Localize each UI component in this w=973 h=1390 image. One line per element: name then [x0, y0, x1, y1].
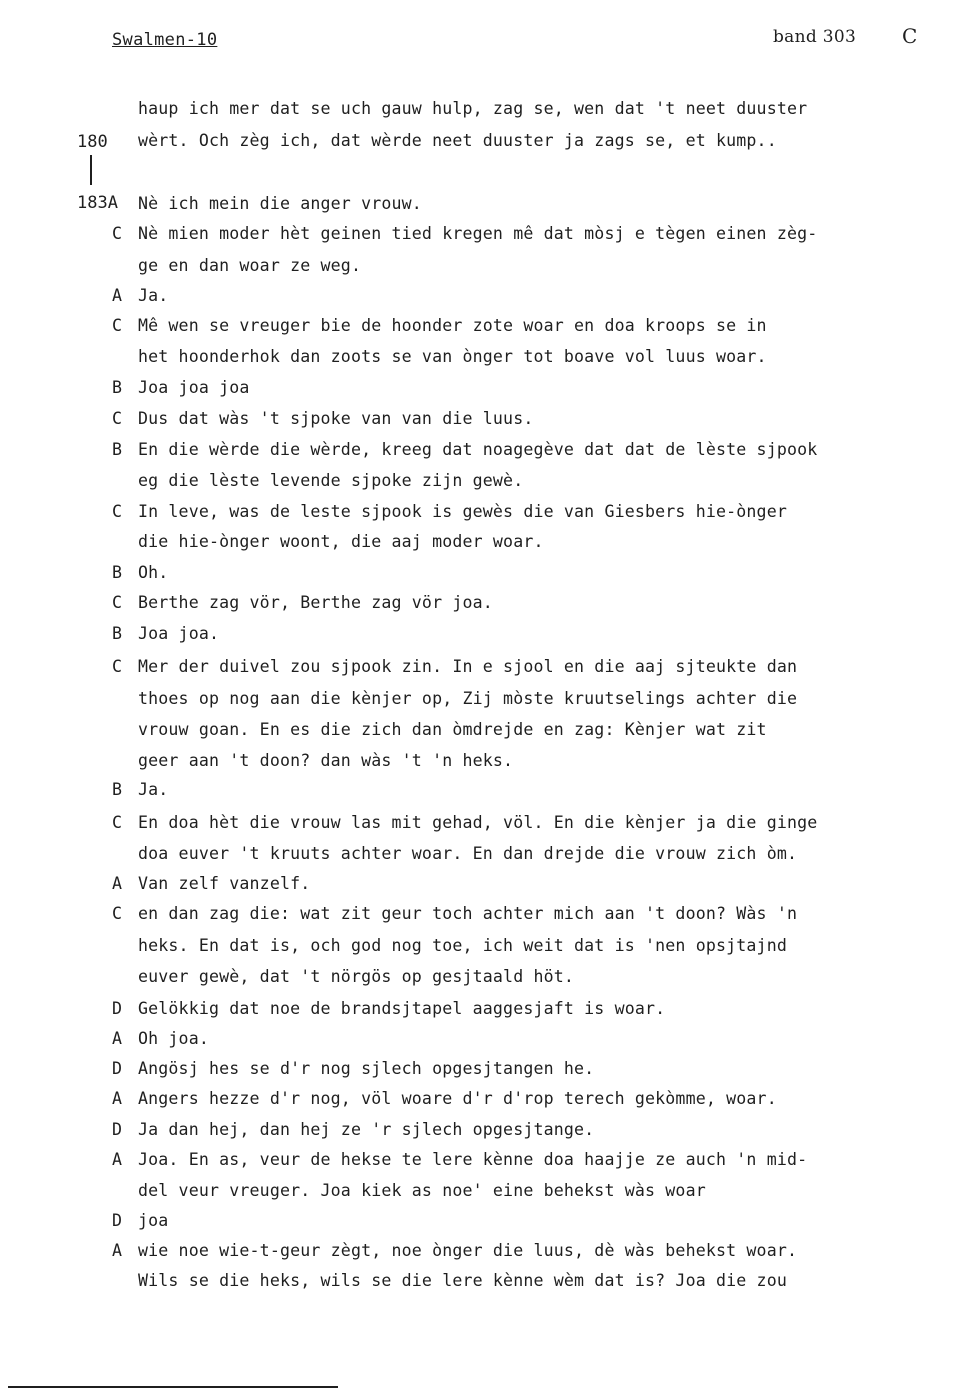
speaker-label: B	[112, 378, 123, 397]
line-text: Ja dan hej, dan hej ze 'r sjlech opgesjtange.	[138, 1120, 595, 1139]
line-text: en dan zag die: wat zit geur toch achter mich aan 't doon? Wàs 'n	[138, 904, 798, 923]
page-title: Swalmen-10	[112, 30, 218, 50]
line-text: Nè ich mein die anger vrouw.	[138, 194, 422, 213]
line-text: haup ich mer dat se uch gauw hulp, zag se, wen dat 't neet duuster	[138, 99, 808, 118]
speaker-label: A	[112, 1089, 123, 1108]
speaker-label: C	[112, 316, 123, 335]
line-text: Joa. En as, veur de hekse te lere kènne doa haajje ze auch 'n mid-	[138, 1150, 808, 1169]
line-text: thoes op nog aan die kènjer op, Zij mòste kruutselings achter die	[138, 689, 798, 708]
line-text: In leve, was de leste sjpook is gewès die van Giesbers hie-ònger	[138, 502, 787, 521]
speaker-label: B	[112, 780, 123, 799]
margin-ref-183a: 183A	[77, 193, 118, 213]
line-text: geer aan 't doon? dan wàs 't 'n heks.	[138, 751, 514, 770]
margin-ref-180: 180	[77, 132, 108, 152]
speaker-label: B	[112, 624, 123, 643]
speaker-label: C	[112, 502, 123, 521]
line-text: Mê wen se vreuger bie de hoonder zote woar en doa kroops se in	[138, 316, 767, 335]
line-text: ge en dan woar ze weg.	[138, 256, 362, 275]
speaker-label: D	[112, 1211, 123, 1230]
footer-rule	[8, 1386, 338, 1388]
line-text: Oh.	[138, 563, 169, 582]
band-mark: C	[902, 24, 918, 48]
line-text: doa euver 't kruuts achter woar. En dan drejde die vrouw zich òm.	[138, 844, 798, 863]
line-text: Joa joa.	[138, 624, 220, 643]
speaker-label: A	[112, 874, 123, 893]
speaker-label: C	[112, 657, 123, 676]
margin-bracket	[90, 155, 92, 185]
line-text: Dus dat wàs 't sjpoke van van die luus.	[138, 409, 534, 428]
speaker-label: C	[112, 904, 123, 923]
line-text: Gelökkig dat noe de brandsjtapel aaggesjaft is woar.	[138, 999, 666, 1018]
speaker-label: C	[112, 593, 123, 612]
speaker-label: C	[112, 813, 123, 832]
speaker-label: D	[112, 1059, 123, 1078]
line-text: wèrt. Och zèg ich, dat wèrde neet duuster ja zags se, et kump..	[138, 131, 777, 150]
speaker-label: A	[112, 1241, 123, 1260]
line-text: joa	[138, 1211, 169, 1230]
line-text: Nè mien moder hèt geinen tied kregen mê dat mòsj e tègen einen zèg-	[138, 224, 818, 243]
line-text: Ja.	[138, 780, 169, 799]
line-text: het hoonderhok dan zoots se van ònger tot boave vol luus woar.	[138, 347, 767, 366]
speaker-label: A	[112, 1029, 123, 1048]
line-text: Joa joa joa	[138, 378, 250, 397]
line-text: Berthe zag vör, Berthe zag vör joa.	[138, 593, 493, 612]
speaker-label: D	[112, 1120, 123, 1139]
line-text: Angösj hes se d'r nog sjlech opgesjtangen he.	[138, 1059, 595, 1078]
line-text: eg die lèste levende sjpoke zijn gewè.	[138, 471, 524, 490]
speaker-label: B	[112, 440, 123, 459]
speaker-label: A	[112, 1150, 123, 1169]
line-text: euver gewè, dat 't nörgös op gesjtaald höt.	[138, 967, 575, 986]
line-text: Angers hezze d'r nog, völ woare d'r d'rop terech gekòmme, woar.	[138, 1089, 777, 1108]
line-text: wie noe wie-t-geur zègt, noe ònger die luus, dè wàs behekst woar.	[138, 1241, 798, 1260]
line-text: Oh joa.	[138, 1029, 209, 1048]
line-text: heks. En dat is, och god nog toe, ich weit dat is 'nen opsjtajnd	[138, 936, 787, 955]
line-text: En doa hèt die vrouw las mit gehad, völ. En die kènjer ja die ginge	[138, 813, 818, 832]
speaker-label: D	[112, 999, 123, 1018]
line-text: die hie-ònger woont, die aaj moder woar.	[138, 532, 544, 551]
speaker-label: A	[112, 286, 123, 305]
line-text: Mer der duivel zou sjpook zin. In e sjool en die aaj sjteukte dan	[138, 657, 798, 676]
line-text: Wils se die heks, wils se die lere kènne wèm dat is? Joa die zou	[138, 1271, 787, 1290]
line-text: Ja.	[138, 286, 169, 305]
speaker-label: C	[112, 409, 123, 428]
speaker-label: B	[112, 563, 123, 582]
line-text: En die wèrde die wèrde, kreeg dat noagegève dat dat de lèste sjpook	[138, 440, 818, 459]
line-text: vrouw goan. En es die zich dan òmdrejde en zag: Kènjer wat zit	[138, 720, 767, 739]
band-number: band 303	[773, 27, 857, 47]
line-text: del veur vreuger. Joa kiek as noe' eine behekst wàs woar	[138, 1181, 706, 1200]
line-text: Van zelf vanzelf.	[138, 874, 311, 893]
speaker-label: C	[112, 224, 123, 243]
